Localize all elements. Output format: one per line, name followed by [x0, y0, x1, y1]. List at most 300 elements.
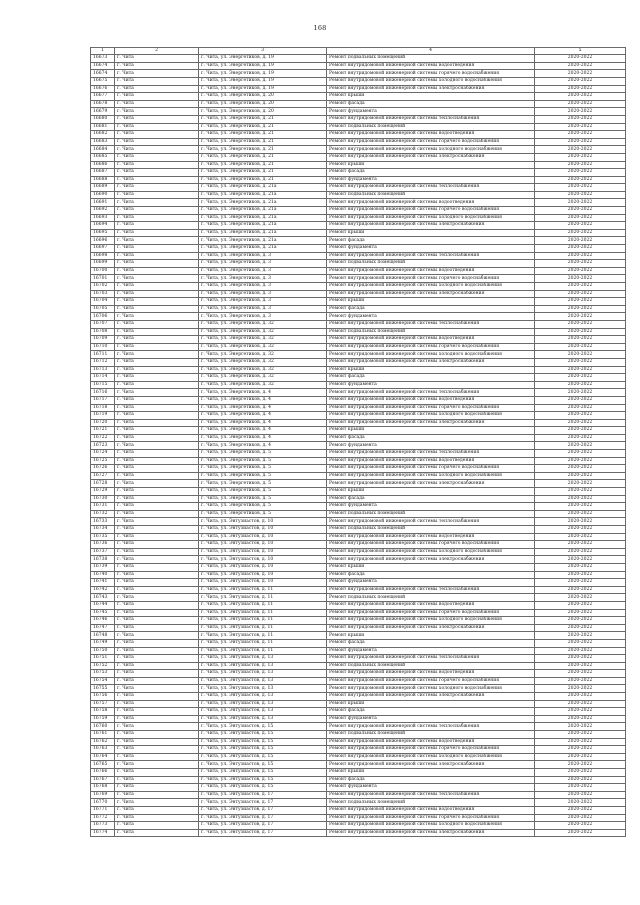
period-cell: 2020-2022 — [535, 419, 626, 427]
address-cell: г. Чита, ул. Энтузиастов, д. 13 — [199, 662, 327, 670]
period-cell: 2020-2022 — [535, 548, 626, 556]
table-row — [91, 358, 626, 366]
period-cell: 2020-2022 — [535, 199, 626, 207]
row-id-cell: 16747 — [91, 624, 115, 632]
period-cell: 2020-2022 — [535, 115, 626, 123]
municipality-cell: г. Чита — [115, 784, 199, 792]
municipality-cell: г. Чита — [115, 639, 199, 647]
address-cell: г. Чита, ул. Энергетиков, д. 3 — [199, 313, 327, 321]
address-cell: г. Чита, ул. Энтузиастов, д. 17 — [199, 806, 327, 814]
row-id-cell: 16745 — [91, 609, 115, 617]
row-id-cell: 16677 — [91, 93, 115, 101]
table-row — [91, 343, 626, 351]
row-id-cell: 16756 — [91, 693, 115, 701]
period-cell: 2020-2022 — [535, 655, 626, 663]
row-id-cell: 16706 — [91, 313, 115, 321]
address-cell: г. Чита, ул. Энтузиастов, д. 11 — [199, 601, 327, 609]
address-cell: г. Чита, ул. Энтузиастов, д. 10 — [199, 518, 327, 526]
table-row — [91, 229, 626, 237]
municipality-cell: г. Чита — [115, 776, 199, 784]
row-id-cell: 16727 — [91, 472, 115, 480]
address-cell: г. Чита, ул. Энтузиастов, д. 15 — [199, 731, 327, 739]
municipality-cell: г. Чита — [115, 708, 199, 716]
row-id-cell: 16705 — [91, 305, 115, 313]
address-cell: г. Чита, ул. Энергетиков, д. 21 — [199, 146, 327, 154]
table-row — [91, 548, 626, 556]
period-cell: 2020-2022 — [535, 556, 626, 564]
row-id-cell: 16703 — [91, 290, 115, 298]
address-cell: г. Чита, ул. Энтузиастов, д. 15 — [199, 776, 327, 784]
address-cell: г. Чита, ул. Энтузиастов, д. 15 — [199, 761, 327, 769]
work-type-cell: Ремонт внутридомовой инженерной системы холодного водоснабжения — [327, 617, 535, 625]
municipality-cell: г. Чита — [115, 503, 199, 511]
row-id-cell: 16723 — [91, 442, 115, 450]
table-row — [91, 207, 626, 215]
municipality-cell: г. Чита — [115, 586, 199, 594]
work-type-cell: Ремонт внутридомовой инженерной системы электроснабжения — [327, 419, 535, 427]
work-type-cell: Ремонт фундамента — [327, 715, 535, 723]
row-id-cell: 16676 — [91, 85, 115, 93]
table-row — [91, 153, 626, 161]
address-cell: г. Чита, ул. Энергетиков, д. 20 — [199, 100, 327, 108]
address-cell: г. Чита, ул. Энергетиков, д. 5 — [199, 450, 327, 458]
table-row — [91, 510, 626, 518]
row-id-cell: 16736 — [91, 541, 115, 549]
work-type-cell: Ремонт внутридомовой инженерной системы теплоснабжения — [327, 655, 535, 663]
row-id-cell: 16761 — [91, 731, 115, 739]
address-cell: г. Чита, ул. Энтузиастов, д. 13 — [199, 670, 327, 678]
table-row — [91, 115, 626, 123]
period-cell: 2020-2022 — [535, 305, 626, 313]
municipality-cell: г. Чита — [115, 207, 199, 215]
period-cell: 2020-2022 — [535, 480, 626, 488]
address-cell: г. Чита, ул. Энтузиастов, д. 11 — [199, 639, 327, 647]
row-id-cell: 16717 — [91, 396, 115, 404]
municipality-cell: г. Чита — [115, 442, 199, 450]
period-cell: 2020-2022 — [535, 670, 626, 678]
municipality-cell: г. Чита — [115, 685, 199, 693]
table-row — [91, 412, 626, 420]
work-type-cell: Ремонт подвальных помещений — [327, 191, 535, 199]
table-row — [91, 389, 626, 397]
row-id-cell: 16744 — [91, 601, 115, 609]
period-cell: 2020-2022 — [535, 374, 626, 382]
municipality-cell: г. Чита — [115, 62, 199, 70]
municipality-cell: г. Чита — [115, 799, 199, 807]
page-number: 168 — [313, 24, 327, 32]
table-row — [91, 715, 626, 723]
row-id-cell: 16739 — [91, 563, 115, 571]
work-type-cell: Ремонт подвальных помещений — [327, 526, 535, 534]
work-type-cell: Ремонт внутридомовой инженерной системы холодного водоснабжения — [327, 753, 535, 761]
row-id-cell: 16691 — [91, 199, 115, 207]
address-cell: г. Чита, ул. Энергетиков, д. 21 — [199, 161, 327, 169]
table-row — [91, 290, 626, 298]
table-row — [91, 617, 626, 625]
row-id-cell: 16716 — [91, 389, 115, 397]
table-row — [91, 77, 626, 85]
address-cell: г. Чита, ул. Энергетиков, д. 21 — [199, 169, 327, 177]
row-id-cell: 16699 — [91, 260, 115, 268]
table-row — [91, 427, 626, 435]
period-cell: 2020-2022 — [535, 389, 626, 397]
address-cell: г. Чита, ул. Энергетиков, д. 21а — [199, 237, 327, 245]
work-type-cell: Ремонт внутридомовой инженерной системы водоотведения — [327, 457, 535, 465]
row-id-cell: 16700 — [91, 267, 115, 275]
row-id-cell: 16731 — [91, 503, 115, 511]
work-type-cell: Ремонт подвальных помещений — [327, 55, 535, 63]
table-header-row — [91, 48, 626, 55]
municipality-cell: г. Чита — [115, 738, 199, 746]
period-cell: 2020-2022 — [535, 77, 626, 85]
row-id-cell: 16737 — [91, 548, 115, 556]
row-id-cell: 16767 — [91, 776, 115, 784]
address-cell: г. Чита, ул. Энергетиков, д. 21а — [199, 222, 327, 230]
municipality-cell: г. Чита — [115, 617, 199, 625]
municipality-cell: г. Чита — [115, 298, 199, 306]
row-id-cell: 16722 — [91, 434, 115, 442]
row-id-cell: 16693 — [91, 214, 115, 222]
work-type-cell: Ремонт внутридомовой инженерной системы водоотведения — [327, 738, 535, 746]
table-row — [91, 351, 626, 359]
row-id-cell: 16724 — [91, 450, 115, 458]
work-type-cell: Ремонт подвальных помещений — [327, 260, 535, 268]
work-type-cell: Ремонт крыши — [327, 161, 535, 169]
work-type-cell: Ремонт внутридомовой инженерной системы электроснабжения — [327, 624, 535, 632]
row-id-cell: 16696 — [91, 237, 115, 245]
work-type-cell: Ремонт крыши — [327, 488, 535, 496]
address-cell: г. Чита, ул. Энтузиастов, д. 17 — [199, 829, 327, 837]
work-type-cell: Ремонт фундамента — [327, 245, 535, 253]
municipality-cell: г. Чита — [115, 601, 199, 609]
municipality-cell: г. Чита — [115, 662, 199, 670]
table-row — [91, 252, 626, 260]
municipality-cell: г. Чита — [115, 700, 199, 708]
table-row — [91, 799, 626, 807]
address-cell: г. Чита, ул. Энергетиков, д. 5 — [199, 465, 327, 473]
municipality-cell: г. Чита — [115, 609, 199, 617]
row-id-cell: 16704 — [91, 298, 115, 306]
municipality-cell: г. Чита — [115, 313, 199, 321]
period-cell: 2020-2022 — [535, 571, 626, 579]
work-type-cell: Ремонт фасада — [327, 237, 535, 245]
address-cell: г. Чита, ул. Энтузиастов, д. 11 — [199, 647, 327, 655]
table-row — [91, 723, 626, 731]
address-cell: г. Чита, ул. Энергетиков, д. 5 — [199, 480, 327, 488]
municipality-cell: г. Чита — [115, 100, 199, 108]
municipality-cell: г. Чита — [115, 434, 199, 442]
work-type-cell: Ремонт внутридомовой инженерной системы электроснабжения — [327, 290, 535, 298]
municipality-cell: г. Чита — [115, 184, 199, 192]
row-id-cell: 16697 — [91, 245, 115, 253]
municipality-cell: г. Чита — [115, 746, 199, 754]
period-cell: 2020-2022 — [535, 617, 626, 625]
municipality-cell: г. Чита — [115, 131, 199, 139]
work-type-cell: Ремонт фундамента — [327, 381, 535, 389]
address-cell: г. Чита, ул. Энергетиков, д. 5 — [199, 488, 327, 496]
period-cell: 2020-2022 — [535, 769, 626, 777]
work-type-cell: Ремонт внутридомовой инженерной системы горячего водоснабжения — [327, 609, 535, 617]
row-id-cell: 16719 — [91, 412, 115, 420]
municipality-cell: г. Чита — [115, 320, 199, 328]
municipality-cell: г. Чита — [115, 237, 199, 245]
address-cell: г. Чита, ул. Энергетиков, д. 32 — [199, 343, 327, 351]
period-cell: 2020-2022 — [535, 351, 626, 359]
table-row — [91, 305, 626, 313]
work-type-cell: Ремонт фундамента — [327, 579, 535, 587]
work-type-cell: Ремонт внутридомовой инженерной системы водоотведения — [327, 199, 535, 207]
work-type-cell: Ремонт внутридомовой инженерной системы водоотведения — [327, 396, 535, 404]
row-id-cell: 16734 — [91, 526, 115, 534]
work-type-cell: Ремонт внутридомовой инженерной системы горячего водоснабжения — [327, 746, 535, 754]
work-type-cell: Ремонт внутридомовой инженерной системы теплоснабжения — [327, 450, 535, 458]
work-type-cell: Ремонт крыши — [327, 632, 535, 640]
row-id-cell: 16730 — [91, 495, 115, 503]
period-cell: 2020-2022 — [535, 799, 626, 807]
row-id-cell: 16711 — [91, 351, 115, 359]
work-type-cell: Ремонт фасада — [327, 305, 535, 313]
address-cell: г. Чита, ул. Энергетиков, д. 3 — [199, 298, 327, 306]
period-cell: 2020-2022 — [535, 358, 626, 366]
table-row — [91, 450, 626, 458]
row-id-cell: 16710 — [91, 343, 115, 351]
table-row — [91, 191, 626, 199]
row-id-cell: 16680 — [91, 115, 115, 123]
table-row — [91, 624, 626, 632]
row-id-cell: 16729 — [91, 488, 115, 496]
table-row — [91, 214, 626, 222]
address-cell: г. Чита, ул. Энергетиков, д. 32 — [199, 381, 327, 389]
period-cell: 2020-2022 — [535, 93, 626, 101]
work-type-cell: Ремонт внутридомовой инженерной системы водоотведения — [327, 267, 535, 275]
address-cell: г. Чита, ул. Энтузиастов, д. 11 — [199, 617, 327, 625]
row-id-cell: 16686 — [91, 161, 115, 169]
row-id-cell: 16740 — [91, 571, 115, 579]
address-cell: г. Чита, ул. Энергетиков, д. 19 — [199, 70, 327, 78]
municipality-cell: г. Чита — [115, 222, 199, 230]
address-cell: г. Чита, ул. Энергетиков, д. 21а — [199, 191, 327, 199]
period-cell: 2020-2022 — [535, 472, 626, 480]
work-type-cell: Ремонт подвальных помещений — [327, 123, 535, 131]
address-cell: г. Чита, ул. Энтузиастов, д. 11 — [199, 609, 327, 617]
municipality-cell: г. Чита — [115, 495, 199, 503]
table-row — [91, 639, 626, 647]
period-cell: 2020-2022 — [535, 191, 626, 199]
municipality-cell: г. Чита — [115, 267, 199, 275]
table-row — [91, 55, 626, 63]
row-id-cell: 16673 — [91, 55, 115, 63]
row-id-cell: 16678 — [91, 100, 115, 108]
period-cell: 2020-2022 — [535, 731, 626, 739]
address-cell: г. Чита, ул. Энергетиков, д. 4 — [199, 434, 327, 442]
address-cell: г. Чита, ул. Энтузиастов, д. 15 — [199, 784, 327, 792]
table-row — [91, 746, 626, 754]
work-type-cell: Ремонт внутридомовой инженерной системы холодного водоснабжения — [327, 351, 535, 359]
row-id-cell: 16733 — [91, 518, 115, 526]
table-row — [91, 769, 626, 777]
row-id-cell: 16689 — [91, 184, 115, 192]
address-cell: г. Чита, ул. Энергетиков, д. 20 — [199, 93, 327, 101]
period-cell: 2020-2022 — [535, 465, 626, 473]
municipality-cell: г. Чита — [115, 548, 199, 556]
municipality-cell: г. Чита — [115, 579, 199, 587]
work-type-cell: Ремонт фасада — [327, 495, 535, 503]
period-cell: 2020-2022 — [535, 594, 626, 602]
table-row — [91, 298, 626, 306]
municipality-cell: г. Чита — [115, 753, 199, 761]
work-type-cell: Ремонт внутридомовой инженерной системы холодного водоснабжения — [327, 822, 535, 830]
municipality-cell: г. Чита — [115, 389, 199, 397]
address-cell: г. Чита, ул. Энергетиков, д. 21 — [199, 123, 327, 131]
period-cell: 2020-2022 — [535, 313, 626, 321]
municipality-cell: г. Чита — [115, 366, 199, 374]
row-id-cell: 16749 — [91, 639, 115, 647]
row-id-cell: 16764 — [91, 753, 115, 761]
table-row — [91, 283, 626, 291]
capital-repair-table — [90, 47, 626, 837]
address-cell: г. Чита, ул. Энергетиков, д. 32 — [199, 328, 327, 336]
work-type-cell: Ремонт фасада — [327, 571, 535, 579]
row-id-cell: 16675 — [91, 77, 115, 85]
period-cell: 2020-2022 — [535, 267, 626, 275]
period-cell: 2020-2022 — [535, 450, 626, 458]
municipality-cell: г. Чита — [115, 791, 199, 799]
address-cell: г. Чита, ул. Энергетиков, д. 21 — [199, 138, 327, 146]
work-type-cell: Ремонт крыши — [327, 229, 535, 237]
period-cell: 2020-2022 — [535, 586, 626, 594]
municipality-cell: г. Чита — [115, 229, 199, 237]
table-row — [91, 138, 626, 146]
municipality-cell: г. Чита — [115, 260, 199, 268]
row-id-cell: 16751 — [91, 655, 115, 663]
period-cell: 2020-2022 — [535, 624, 626, 632]
table-row — [91, 495, 626, 503]
work-type-cell: Ремонт фундамента — [327, 784, 535, 792]
table-row — [91, 533, 626, 541]
work-type-cell: Ремонт крыши — [327, 769, 535, 777]
municipality-cell: г. Чита — [115, 138, 199, 146]
municipality-cell: г. Чита — [115, 715, 199, 723]
period-cell: 2020-2022 — [535, 457, 626, 465]
municipality-cell: г. Чита — [115, 412, 199, 420]
table-row — [91, 601, 626, 609]
period-cell: 2020-2022 — [535, 563, 626, 571]
table-row — [91, 647, 626, 655]
row-id-cell: 16709 — [91, 336, 115, 344]
row-id-cell: 16763 — [91, 746, 115, 754]
municipality-cell: г. Чита — [115, 518, 199, 526]
period-cell: 2020-2022 — [535, 214, 626, 222]
work-type-cell: Ремонт фундамента — [327, 647, 535, 655]
row-id-cell: 16695 — [91, 229, 115, 237]
work-type-cell: Ремонт внутридомовой инженерной системы теплоснабжения — [327, 791, 535, 799]
period-cell: 2020-2022 — [535, 761, 626, 769]
work-type-cell: Ремонт внутридомовой инженерной системы водоотведения — [327, 131, 535, 139]
work-type-cell: Ремонт внутридомовой инженерной системы теплоснабжения — [327, 518, 535, 526]
table-row — [91, 526, 626, 534]
municipality-cell: г. Чита — [115, 541, 199, 549]
table-row — [91, 442, 626, 450]
municipality-cell: г. Чита — [115, 472, 199, 480]
row-id-cell: 16773 — [91, 822, 115, 830]
period-cell: 2020-2022 — [535, 207, 626, 215]
row-id-cell: 16718 — [91, 404, 115, 412]
address-cell: г. Чита, ул. Энергетиков, д. 4 — [199, 396, 327, 404]
table-row — [91, 176, 626, 184]
municipality-cell: г. Чита — [115, 85, 199, 93]
period-cell: 2020-2022 — [535, 518, 626, 526]
period-cell: 2020-2022 — [535, 632, 626, 640]
work-type-cell: Ремонт внутридомовой инженерной системы горячего водоснабжения — [327, 814, 535, 822]
work-type-cell: Ремонт подвальных помещений — [327, 594, 535, 602]
period-cell: 2020-2022 — [535, 791, 626, 799]
address-cell: г. Чита, ул. Энергетиков, д. 3 — [199, 260, 327, 268]
address-cell: г. Чита, ул. Энтузиастов, д. 15 — [199, 753, 327, 761]
work-type-cell: Ремонт фундамента — [327, 108, 535, 116]
period-cell: 2020-2022 — [535, 510, 626, 518]
column-header-1: 1 — [91, 48, 115, 55]
address-cell: г. Чита, ул. Энтузиастов, д. 13 — [199, 708, 327, 716]
municipality-cell: г. Чита — [115, 381, 199, 389]
work-type-cell: Ремонт внутридомовой инженерной системы теплоснабжения — [327, 320, 535, 328]
work-type-cell: Ремонт фасада — [327, 776, 535, 784]
period-cell: 2020-2022 — [535, 184, 626, 192]
municipality-cell: г. Чита — [115, 632, 199, 640]
table-row — [91, 541, 626, 549]
row-id-cell: 16674 — [91, 62, 115, 70]
work-type-cell: Ремонт подвальных помещений — [327, 662, 535, 670]
address-cell: г. Чита, ул. Энергетиков, д. 19 — [199, 62, 327, 70]
row-id-cell: 16690 — [91, 191, 115, 199]
municipality-cell: г. Чита — [115, 723, 199, 731]
period-cell: 2020-2022 — [535, 161, 626, 169]
address-cell: г. Чита, ул. Энтузиастов, д. 11 — [199, 594, 327, 602]
table-row — [91, 245, 626, 253]
period-cell: 2020-2022 — [535, 639, 626, 647]
table-row — [91, 677, 626, 685]
municipality-cell: г. Чита — [115, 153, 199, 161]
table-row — [91, 374, 626, 382]
row-id-cell: 16757 — [91, 700, 115, 708]
municipality-cell: г. Чита — [115, 123, 199, 131]
column-header-3: 3 — [199, 48, 327, 55]
period-cell: 2020-2022 — [535, 746, 626, 754]
work-type-cell: Ремонт внутридомовой инженерной системы водоотведения — [327, 336, 535, 344]
work-type-cell: Ремонт крыши — [327, 427, 535, 435]
work-type-cell: Ремонт крыши — [327, 366, 535, 374]
work-type-cell: Ремонт внутридомовой инженерной системы горячего водоснабжения — [327, 541, 535, 549]
work-type-cell: Ремонт внутридомовой инженерной системы электроснабжения — [327, 358, 535, 366]
address-cell: г. Чита, ул. Энергетиков, д. 19 — [199, 77, 327, 85]
period-cell: 2020-2022 — [535, 533, 626, 541]
work-type-cell: Ремонт фасада — [327, 100, 535, 108]
column-header-2: 2 — [115, 48, 199, 55]
period-cell: 2020-2022 — [535, 85, 626, 93]
address-cell: г. Чита, ул. Энергетиков, д. 3 — [199, 283, 327, 291]
row-id-cell: 16683 — [91, 138, 115, 146]
row-id-cell: 16681 — [91, 123, 115, 131]
row-id-cell: 16714 — [91, 374, 115, 382]
municipality-cell: г. Чита — [115, 419, 199, 427]
address-cell: г. Чита, ул. Энтузиастов, д. 10 — [199, 563, 327, 571]
municipality-cell: г. Чита — [115, 374, 199, 382]
period-cell: 2020-2022 — [535, 708, 626, 716]
address-cell: г. Чита, ул. Энергетиков, д. 19 — [199, 85, 327, 93]
work-type-cell: Ремонт внутридомовой инженерной системы горячего водоснабжения — [327, 138, 535, 146]
address-cell: г. Чита, ул. Энтузиастов, д. 10 — [199, 579, 327, 587]
period-cell: 2020-2022 — [535, 153, 626, 161]
municipality-cell: г. Чита — [115, 670, 199, 678]
